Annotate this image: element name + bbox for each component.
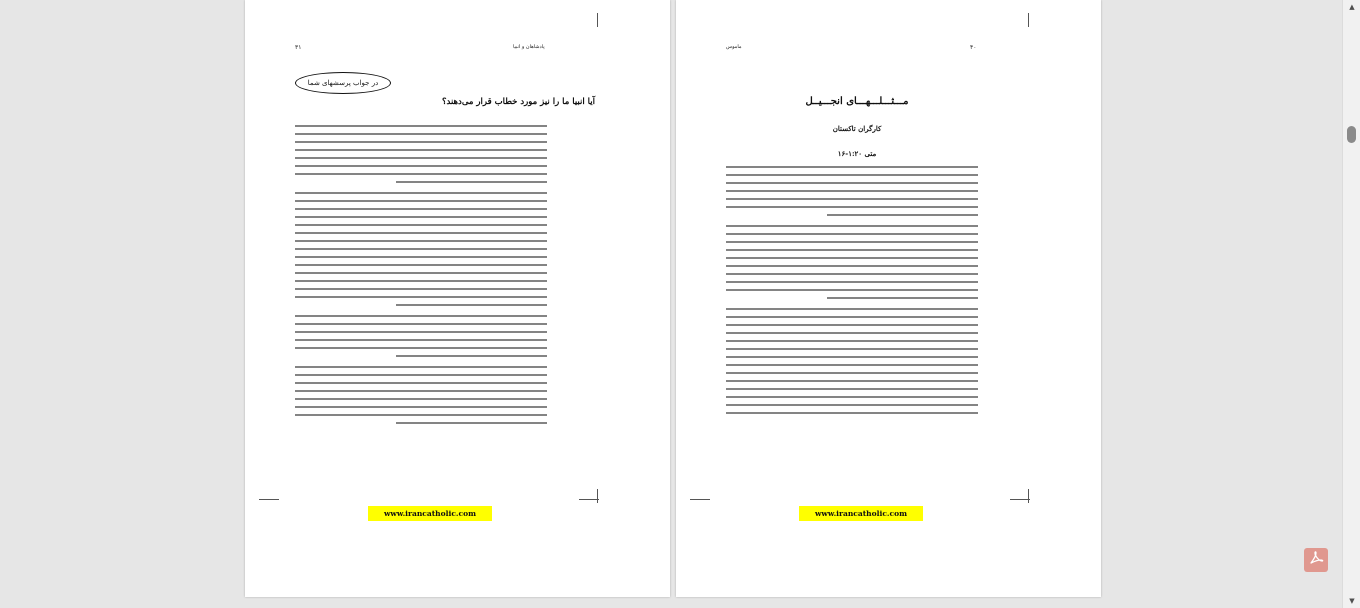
scripture-reference: متی ۱:۲۰-۱۶ xyxy=(837,149,877,158)
crop-mark xyxy=(690,499,710,500)
crop-mark xyxy=(1028,13,1029,27)
body-text xyxy=(295,125,547,430)
question-title: آیا انبیا ما را نیز مورد خطاب قرار می‌دهند؟ xyxy=(442,97,595,107)
crop-mark xyxy=(579,499,599,500)
page-number: ۴۰ xyxy=(970,44,977,51)
crop-mark xyxy=(259,499,279,500)
vertical-scrollbar[interactable] xyxy=(1342,0,1360,608)
website-banner: www.irancatholic.com xyxy=(799,506,923,521)
pdf-icon xyxy=(1308,550,1324,570)
chapter-subtitle: کارگران تاکستان xyxy=(832,124,882,133)
chevron-down-icon[interactable]: ▼ xyxy=(1349,597,1355,605)
running-head: ماموس xyxy=(726,44,742,50)
pdf-download-button[interactable] xyxy=(1304,548,1328,572)
chapter-title: مـــثـــلـــهـــای انجـــیــل xyxy=(805,96,909,107)
body-text xyxy=(726,166,978,420)
page-number: ۳۱ xyxy=(295,44,302,51)
crop-mark xyxy=(597,13,598,27)
website-banner: www.irancatholic.com xyxy=(368,506,492,521)
document-page-left xyxy=(245,0,670,597)
scrollbar-thumb[interactable] xyxy=(1347,126,1356,143)
document-page-right xyxy=(676,0,1101,597)
crop-mark xyxy=(1010,499,1030,500)
crop-mark xyxy=(1028,489,1029,503)
chevron-up-icon[interactable]: ▲ xyxy=(1349,3,1355,11)
crop-mark xyxy=(597,489,598,503)
running-head: پادشاهان و انبیا xyxy=(513,44,545,50)
section-box-heading: در جواب پرسشهای شما xyxy=(295,72,391,94)
